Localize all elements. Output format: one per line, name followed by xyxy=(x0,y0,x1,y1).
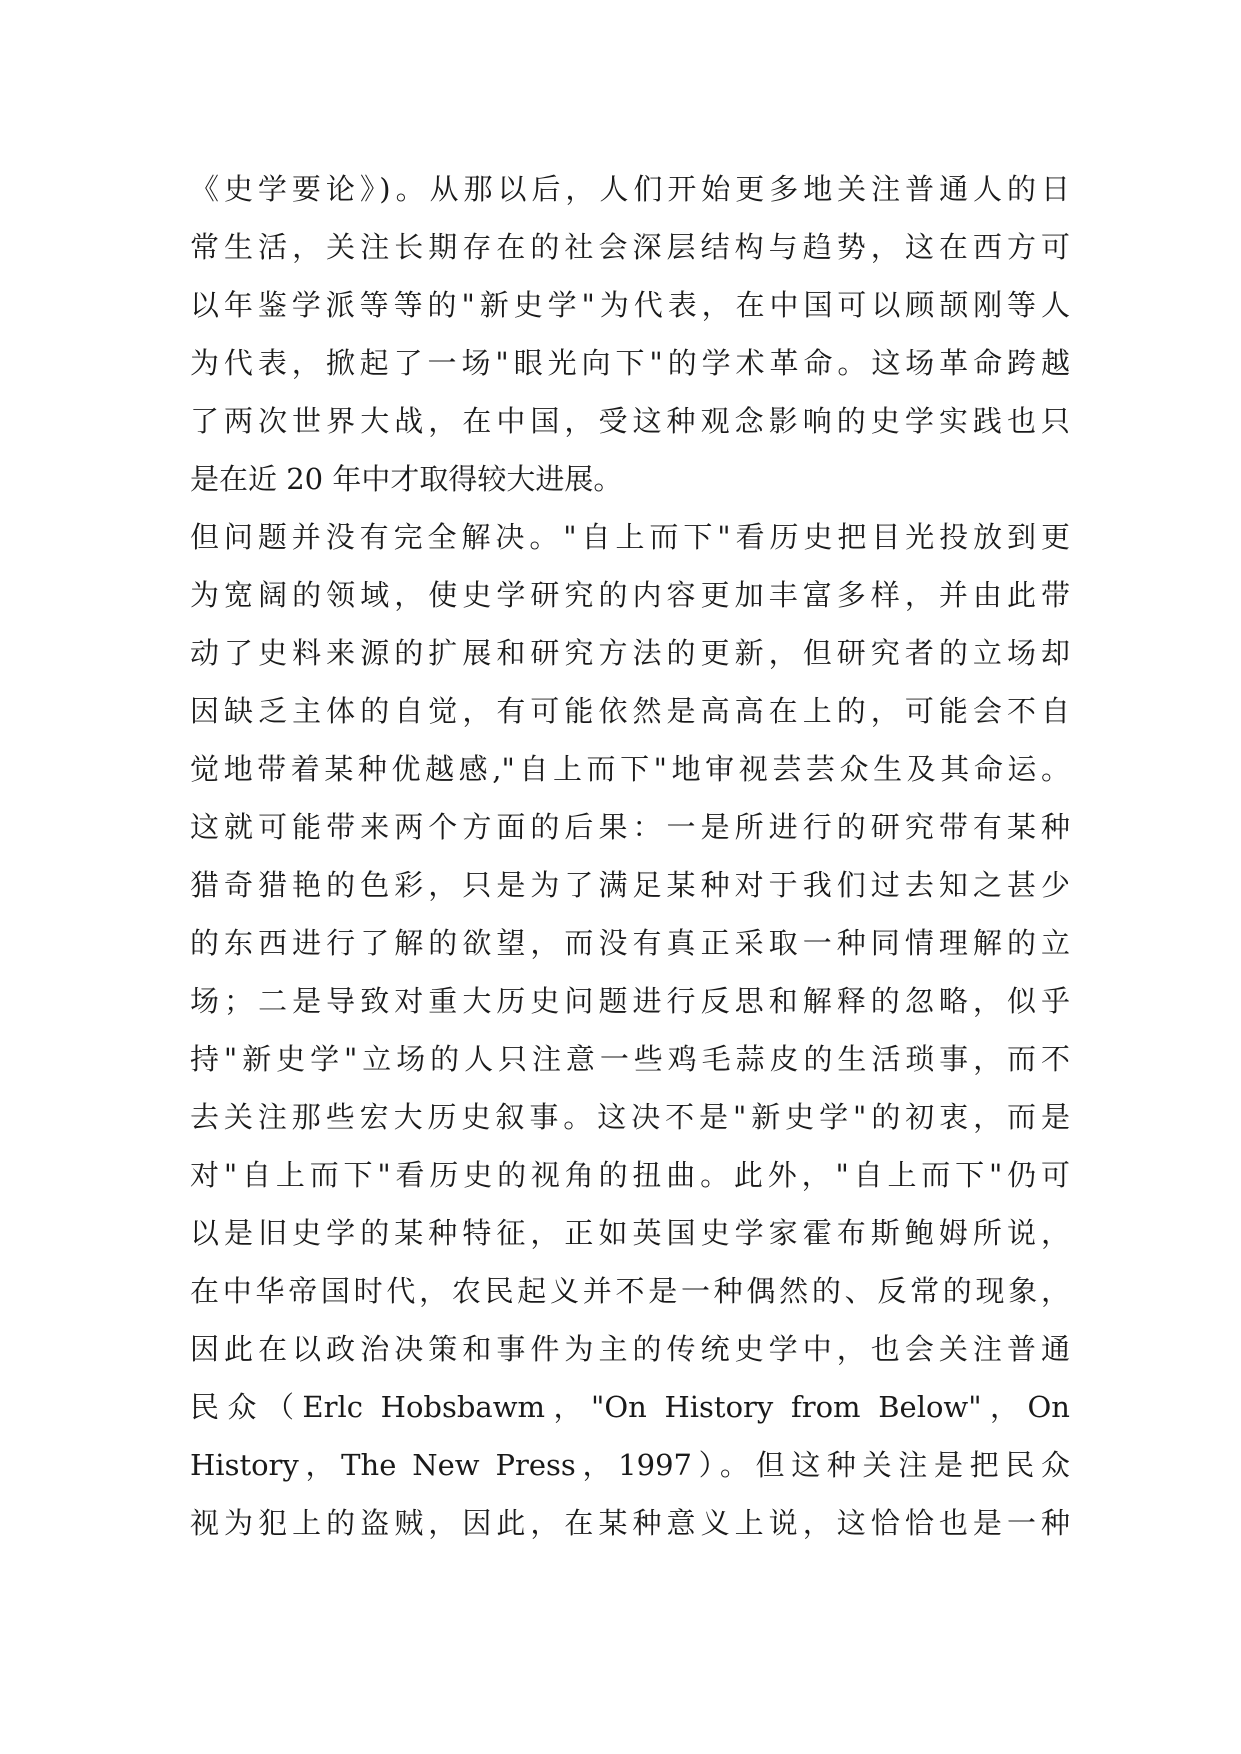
text-line-6: 是在近 20 年中才取得较大进展。 xyxy=(190,462,623,496)
text-line-3: 以年鉴学派等等的"新史学"为代表，在中国可以顾颉刚等人 xyxy=(190,288,1070,322)
text-line-2: 常生活，关注长期存在的社会深层结构与趋势，这在西方可 xyxy=(190,230,1070,264)
text-line-16: 持"新史学"立场的人只注意一些鸡毛蒜皮的生活琐事，而不 xyxy=(190,1042,1070,1076)
text-line-4: 为代表，掀起了一场"眼光向下"的学术革命。这场革命跨越 xyxy=(190,346,1070,380)
text-line-19: 以是旧史学的某种特征，正如英国史学家霍布斯鲍姆所说， xyxy=(190,1216,1070,1250)
text-line-18: 对"自上而下"看历史的视角的扭曲。此外，"自上而下"仍可 xyxy=(190,1158,1070,1192)
text-line-7: 但问题并没有完全解决。"自上而下"看历史把目光投放到更 xyxy=(190,520,1070,554)
text-line-17: 去关注那些宏大历史叙事。这决不是"新史学"的初衷，而是 xyxy=(190,1100,1070,1134)
text-line-9: 动了史料来源的扩展和研究方法的更新，但研究者的立场却 xyxy=(190,636,1070,670)
text-line-21: 因此在以政治决策和事件为主的传统史学中，也会关注普通 xyxy=(190,1332,1070,1366)
text-line-10: 因缺乏主体的自觉，有可能依然是高高在上的，可能会不自 xyxy=(190,694,1070,728)
text-line-11: 觉地带着某种优越感,"自上而下"地审视芸芸众生及其命运。 xyxy=(190,752,1070,786)
text-line-1: 《史学要论》)。从那以后，人们开始更多地关注普通人的日 xyxy=(190,172,1070,206)
text-line-5: 了两次世界大战，在中国，受这种观念影响的史学实践也只 xyxy=(190,404,1070,438)
text-line-22: 民众（Erlc Hobsbawm，"On History from Below"，On xyxy=(190,1390,1070,1424)
text-line-23: History，The New Press，1997）。但这种关注是把民众 xyxy=(190,1448,1070,1482)
text-line-24: 视为犯上的盗贼，因此，在某种意义上说，这恰恰也是一种 xyxy=(190,1506,1070,1540)
text-line-8: 为宽阔的领域，使史学研究的内容更加丰富多样，并由此带 xyxy=(190,578,1070,612)
body-text xyxy=(190,160,1070,1552)
text-line-14: 的东西进行了解的欲望，而没有真正采取一种同情理解的立 xyxy=(190,926,1070,960)
text-line-20: 在中华帝国时代，农民起义并不是一种偶然的、反常的现象， xyxy=(190,1274,1070,1308)
text-line-15: 场；二是导致对重大历史问题进行反思和解释的忽略，似乎 xyxy=(190,984,1070,1018)
text-line-13: 猎奇猎艳的色彩，只是为了满足某种对于我们过去知之甚少 xyxy=(190,868,1070,902)
text-line-12: 这就可能带来两个方面的后果：一是所进行的研究带有某种 xyxy=(190,810,1070,844)
